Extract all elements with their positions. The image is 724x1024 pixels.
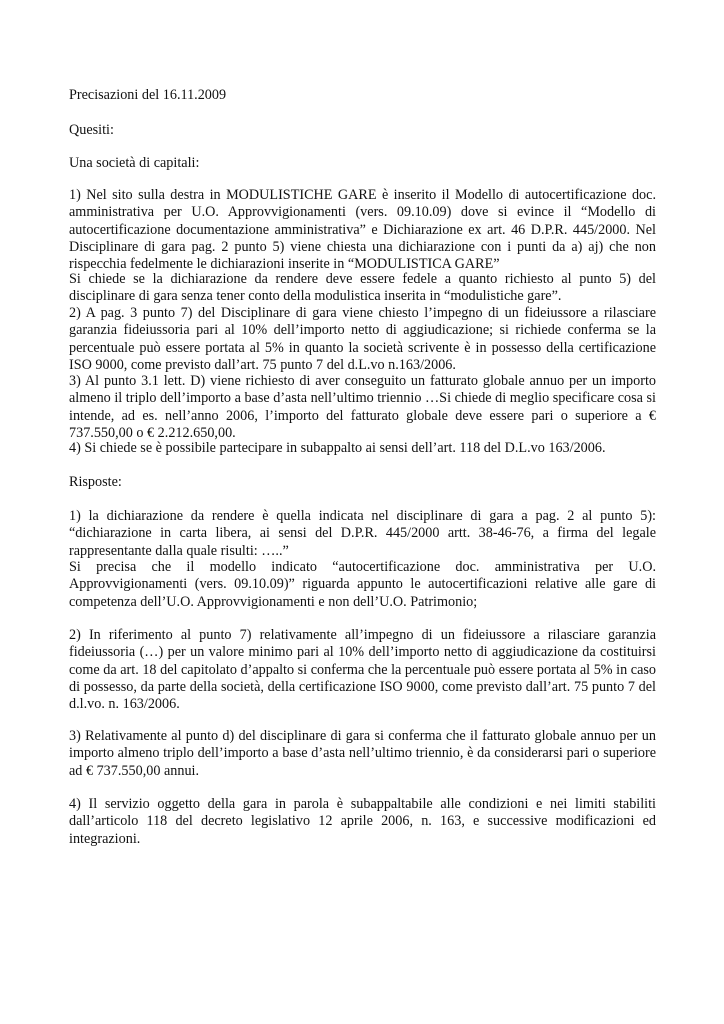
question-1: 1) Nel sito sulla destra in MODULISTICHE GARE è inserito il Modello di autocertificazione doc. amministrativa per U.O. Approvvigionamenti (vers. 09.10.09) dove si evince il “Modello di autocertificazione documentazione amministrativa” e Dichiarazione ex art. 46 D.P.R. 445/2000. Nel Disciplinare di gara pag. 2 punto 5) viene chiesta una dichiarazione con i punti da a) aj) che non rispecchia fedelmente le dichiarazioni inserite in “MODULISTICA GARE”	[69, 187, 656, 273]
question-2: 2) A pag. 3 punto 7) del Disciplinare di gara viene chiesto l’impegno di un fideiussore a rilasciare garanzia fideiussoria pari al 10% dell’importo netto di aggiudicazione; si richiede conferma se la percentuale può essere portata al 5% in quanto la società scrivente è in possesso della certificazione ISO 9000, come previsto dall’art. 75 punto 7 del d.L.vo n.163/2006.	[69, 305, 656, 373]
date-heading: Precisazioni del 16.11.2009	[69, 87, 227, 103]
answer-4: 4) Il servizio oggetto della gara in parola è subappaltabile alle condizioni e nei limiti stabiliti dall’articolo 118 del decreto legislativo 12 aprile 2006, n. 163, e successive modificazioni ed integrazioni.	[69, 796, 656, 847]
questions-heading: Quesiti:	[69, 122, 114, 138]
answers-heading: Risposte:	[69, 474, 122, 490]
questioner-line: Una società di capitali:	[69, 155, 200, 171]
question-1-followup: Si chiede se la dichiarazione da rendere deve essere fedele a quanto richiesto al punto 5) del disciplinare di gara senza tener conto della modulistica inserita in “modulistiche gare”.	[69, 271, 656, 305]
answer-3: 3) Relativamente al punto d) del disciplinare di gara si conferma che il fatturato globale annuo per un importo almeno triplo dell’importo a base d’asta nell’ultimo triennio, è da considerarsi pari o superiore ad € 737.550,00 annui.	[69, 728, 656, 779]
answer-1: 1) la dichiarazione da rendere è quella indicata nel disciplinare di gara a pag. 2 al punto 5): “dichiarazione in carta libera, ai sensi del D.P.R. 445/2000 artt. 38-46-76, a firma del legale rappresentante dalla quale risulti: …..”	[69, 508, 656, 559]
answer-1-followup: Si precisa che il modello indicato “autocertificazione doc. amministrativa per U.O. Approvvigionamenti (vers. 09.10.09)” riguarda appunto le autocertificazioni relative alle gare di competenza dell’U.O. Approvvigionamenti e non dell’U.O. Patrimonio;	[69, 559, 656, 610]
question-4: 4) Si chiede se è possibile partecipare in subappalto ai sensi dell’art. 118 del D.L.vo 163/2006.	[69, 440, 606, 456]
answer-2: 2) In riferimento al punto 7) relativamente all’impegno di un fideiussore a rilasciare garanzia fideiussoria (…) per un valore minimo pari al 10% dell’importo netto di aggiudicazione da costituirsi come da art. 18 del capitolato d’appalto si conferma che la percentuale può essere portata al 5% in caso di possesso, da parte della società, della certificazione ISO 9000, come previsto dall’art. 75 punto 7 del d.l.vo. n. 163/2006.	[69, 627, 656, 713]
question-3: 3) Al punto 3.1 lett. D) viene richiesto di aver conseguito un fatturato globale annuo per un importo almeno il triplo dell’importo a base d’asta nell’ultimo triennio …Si chiede di meglio specificare cosa si intende, ad es. nell’anno 2006, l’importo del fatturato globale deve essere pari o superiore a € 737.550,00 o € 2.212.650,00.	[69, 373, 656, 441]
